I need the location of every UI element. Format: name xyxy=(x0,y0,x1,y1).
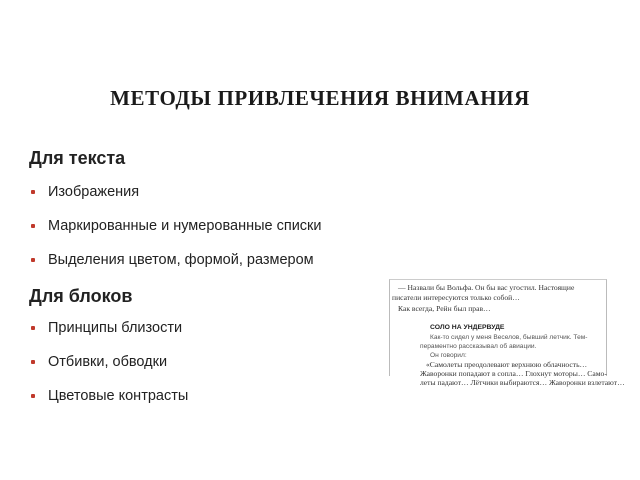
text-section-heading: Для текста xyxy=(29,148,126,168)
list-item xyxy=(29,386,188,420)
blocks-section-heading: Для блоков xyxy=(29,286,133,306)
example-text-line: «Самолеты преодолевают верхнюю облачность… xyxy=(426,360,588,369)
example-text-line: пераментно рассказывал об авиации. xyxy=(420,343,537,350)
list-item xyxy=(29,352,188,386)
bullet-icon xyxy=(31,326,35,330)
bullet-icon xyxy=(31,224,35,228)
example-text-line: леты падают… Лётчики выбираются… Жаворонки взлетают… xyxy=(420,378,625,387)
bullet-icon xyxy=(31,394,35,398)
slide-title: МЕТОДЫ ПРИВЛЕЧЕНИЯ ВНИМАНИЯ xyxy=(110,86,530,110)
text-methods-list xyxy=(29,182,322,284)
list-item-label: Цветовые контрасты xyxy=(48,388,189,404)
example-text-line: Как всегда, Рейн был прав… xyxy=(398,304,491,313)
list-item xyxy=(29,318,188,352)
bullet-icon xyxy=(31,258,35,262)
example-text-line: Жаворонки попадают в сопла… Глохнут моторы… Само- xyxy=(420,369,607,378)
bullet-icon xyxy=(31,360,35,364)
block-methods-list xyxy=(29,318,188,420)
book-page-example-image xyxy=(389,279,625,387)
example-text-line: Он говорил: xyxy=(430,352,467,359)
list-item xyxy=(29,182,322,216)
example-text-line: Как-то сидел у меня Веселов, бывший летчик. Тем- xyxy=(430,334,588,341)
list-item xyxy=(29,250,322,284)
list-item xyxy=(29,216,322,250)
list-item-label: Принципы близости xyxy=(48,320,183,336)
list-item-label: Маркированные и нумерованные списки xyxy=(48,218,322,234)
example-text-line: — Назвали бы Вольфа. Он бы вас угостил. Настоящие xyxy=(398,283,575,292)
example-heading: СОЛО НА УНДЕРВУДЕ xyxy=(430,324,505,331)
list-item-label: Отбивки, обводки xyxy=(48,354,168,370)
bullet-icon xyxy=(31,190,35,194)
list-item-label: Выделения цветом, формой, размером xyxy=(48,252,314,268)
list-item-label: Изображения xyxy=(48,184,140,200)
example-text-line: писатели интересуются только собой… xyxy=(392,293,520,302)
